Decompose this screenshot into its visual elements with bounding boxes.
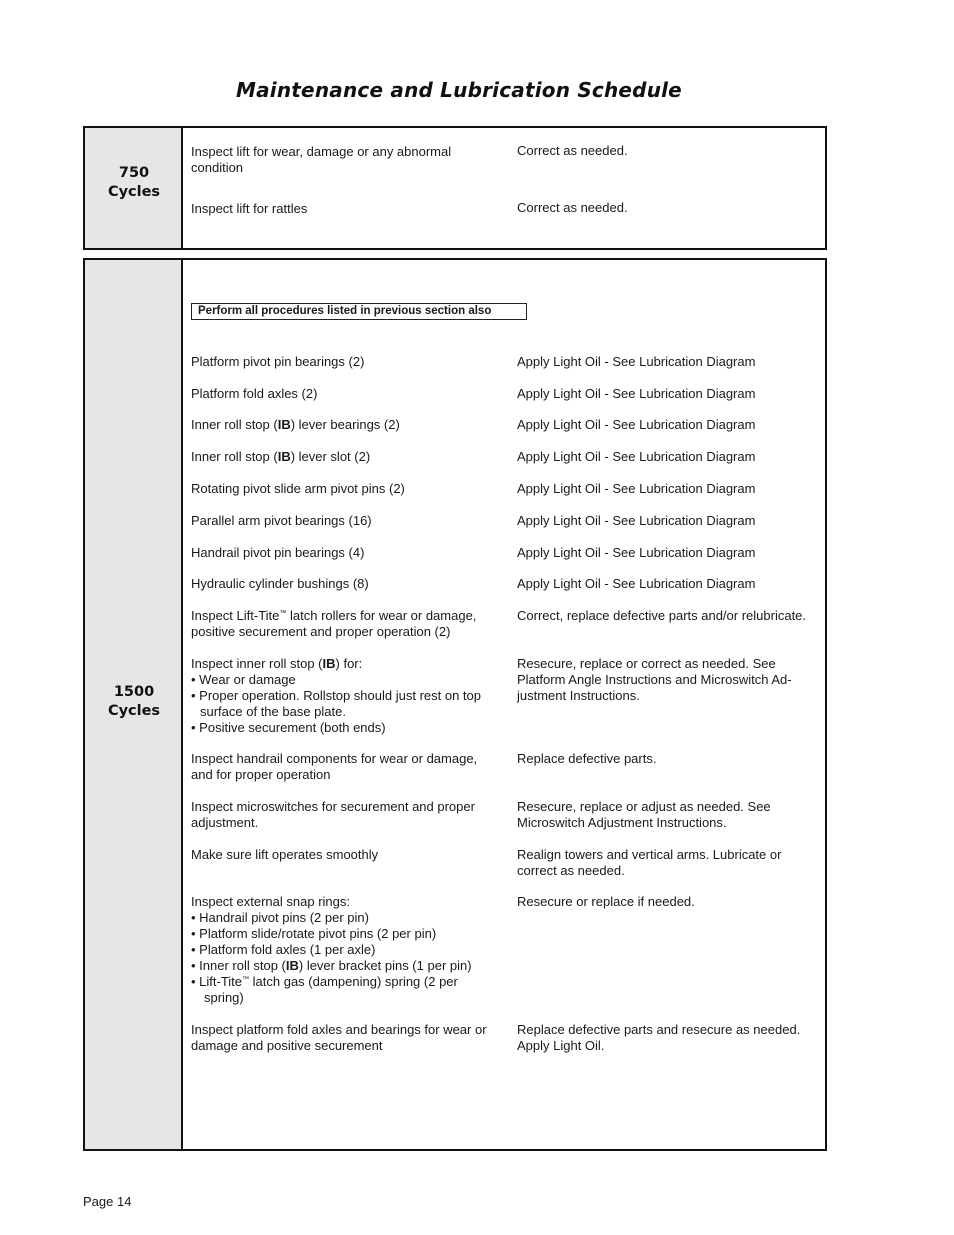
cycles-label-column <box>85 260 183 1149</box>
maintenance-action: Realign towers and vertical arms. Lubricate or correct as needed. <box>517 847 782 878</box>
maintenance-action: Replace defective parts and resecure as needed. Apply Light Oil. <box>517 1022 801 1053</box>
maintenance-item: Inspect handrail components for wear or damage, and for proper operation <box>191 751 478 782</box>
maintenance-item: Inspect microswitches for securement and proper adjustment. <box>191 799 475 830</box>
maintenance-action: Apply Light Oil - See Lubrication Diagram <box>517 417 756 432</box>
maintenance-item: Parallel arm pivot bearings (16) <box>191 513 372 528</box>
maintenance-action: Correct as needed. <box>517 200 628 215</box>
maintenance-action: Apply Light Oil - See Lubrication Diagram <box>517 545 756 560</box>
maintenance-item: Inspect lift for rattles <box>191 201 308 216</box>
cycles-label-column <box>85 128 183 248</box>
maintenance-action: Resecure, replace or correct as needed. See Platform Angle Instructions and Microswitch Ad- justment Instructions. <box>517 656 792 703</box>
cycles-label: 750 Cycles <box>107 165 161 200</box>
maintenance-item: Hydraulic cylinder bushings (8) <box>191 576 369 591</box>
previous-section-note: Perform all procedures listed in previous section also <box>191 303 527 320</box>
maintenance-item: Inspect lift for wear, damage or any abnormal condition <box>191 144 452 175</box>
page-title: Maintenance and Lubrication Schedule <box>236 78 682 102</box>
maintenance-action: Correct as needed. <box>517 143 628 158</box>
maintenance-action: Resecure, replace or adjust as needed. See Microswitch Adjustment Instructions. <box>517 799 771 830</box>
maintenance-action: Apply Light Oil - See Lubrication Diagram <box>517 513 756 528</box>
maintenance-item: Inspect Lift-Tite™ latch rollers for wear or damage, positive securement and proper operation (2) <box>191 608 477 639</box>
maintenance-action: Apply Light Oil - See Lubrication Diagram <box>517 576 756 591</box>
maintenance-action: Resecure or replace if needed. <box>517 894 695 909</box>
maintenance-item: Platform pivot pin bearings (2) <box>191 354 365 369</box>
maintenance-action: Apply Light Oil - See Lubrication Diagram <box>517 481 756 496</box>
maintenance-item: Platform fold axles (2) <box>191 386 318 401</box>
page-number: Page 14 <box>83 1194 132 1209</box>
maintenance-item: Rotating pivot slide arm pivot pins (2) <box>191 481 405 496</box>
maintenance-action: Apply Light Oil - See Lubrication Diagram <box>517 386 756 401</box>
cycles-label: 1500 Cycles <box>107 684 161 719</box>
maintenance-item: Handrail pivot pin bearings (4) <box>191 545 365 560</box>
maintenance-item: Inspect platform fold axles and bearings for wear or damage and positive securement <box>191 1022 487 1053</box>
maintenance-action: Replace defective parts. <box>517 751 657 766</box>
maintenance-item: Inner roll stop (IB) lever bearings (2) <box>191 417 400 432</box>
maintenance-item: Inner roll stop (IB) lever slot (2) <box>191 449 371 464</box>
maintenance-item: Make sure lift operates smoothly <box>191 847 379 862</box>
section-750-cycles <box>83 126 827 250</box>
maintenance-item: Inspect external snap rings: • Handrail pivot pins (2 per pin) • Platform slide/rotate pivot pins (2 per pin) • Platform fold axles (1 per axle) • Inner roll stop (IB) lever bracket pins (1 per pin) • Lift-Tite™ latch gas (dampening) spring (2 per spring) <box>191 894 472 1005</box>
section-1500-cycles <box>83 258 827 1151</box>
maintenance-action: Correct, replace defective parts and/or relubricate. <box>517 608 807 623</box>
maintenance-action: Apply Light Oil - See Lubrication Diagram <box>517 449 756 464</box>
maintenance-action: Apply Light Oil - See Lubrication Diagram <box>517 354 756 369</box>
maintenance-item: Inspect inner roll stop (IB) for: • Wear or damage • Proper operation. Rollstop should just rest on top surface of the base plate. • Positive securement (both ends) <box>191 656 481 735</box>
